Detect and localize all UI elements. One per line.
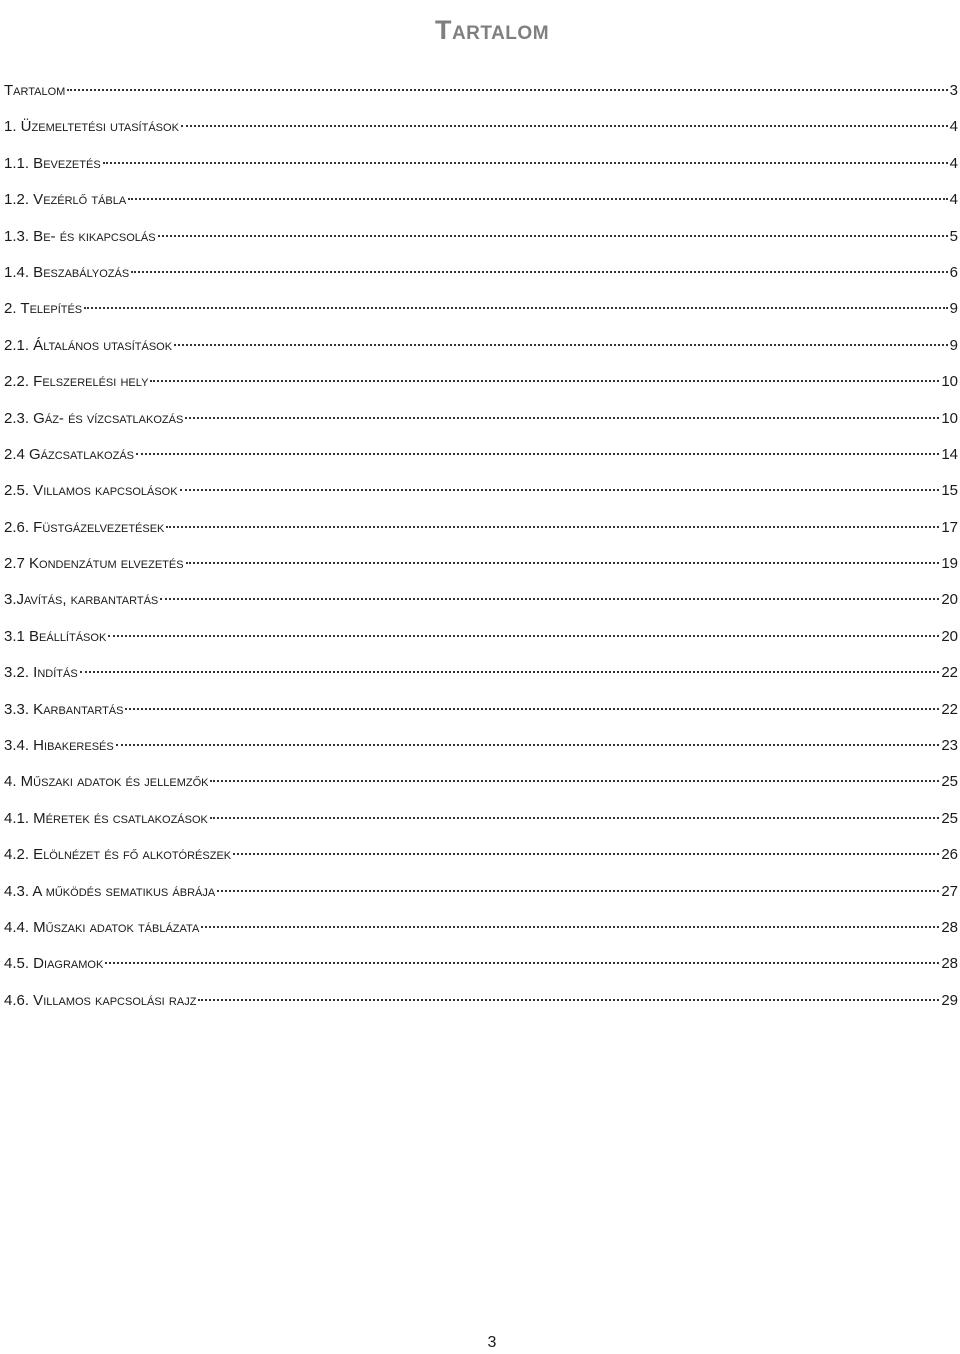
- toc-entry-label: 2.7 Kondenzátum elvezetés: [4, 555, 184, 573]
- toc-entry-label: 3.4. Hibakeresés: [4, 737, 114, 755]
- toc-entry[interactable]: [4, 551, 958, 587]
- toc-entry[interactable]: [4, 988, 958, 1024]
- toc-entry-label: 1.4. Beszabályozás: [4, 263, 130, 281]
- toc-entry-page: 29: [941, 991, 958, 1009]
- toc-dot-leader: [217, 890, 939, 892]
- toc-entry-page: 5: [949, 227, 958, 245]
- toc-entry-page: 28: [941, 918, 958, 936]
- toc-entry-page: 9: [949, 300, 958, 318]
- toc-entry-label: 4.4. Műszaki adatok táblázata: [4, 918, 200, 936]
- toc-entry[interactable]: [4, 369, 958, 405]
- toc-entry[interactable]: [4, 879, 958, 915]
- toc-entry-page: 22: [941, 664, 958, 682]
- toc-dot-leader: [131, 271, 947, 273]
- toc-entry-page: 25: [941, 773, 958, 791]
- toc-dot-leader: [108, 635, 939, 637]
- toc-dot-leader: [186, 562, 940, 564]
- toc-dot-leader: [128, 198, 947, 200]
- toc-dot-leader: [84, 307, 948, 309]
- toc-entry-page: 14: [941, 445, 958, 463]
- toc-dot-leader: [166, 526, 939, 528]
- toc-dot-leader: [233, 853, 939, 855]
- toc-entry[interactable]: [4, 842, 958, 878]
- toc-entry-label: 2.3. Gáz- és vízcsatlakozás: [4, 409, 184, 427]
- toc-entry-page: 10: [941, 409, 958, 427]
- toc-entry-label: 2.6. Füstgázelvezetések: [4, 518, 165, 536]
- toc-entry[interactable]: [4, 296, 958, 332]
- toc-entry[interactable]: [4, 733, 958, 769]
- toc-entry-page: 28: [941, 955, 958, 973]
- toc-entry[interactable]: [4, 151, 958, 187]
- toc-dot-leader: [80, 671, 940, 673]
- toc-entry-page: 20: [941, 591, 958, 609]
- toc-entry-page: 22: [941, 700, 958, 718]
- toc-entry-label: 3.2. Indítás: [4, 664, 78, 682]
- toc-dot-leader: [158, 235, 948, 237]
- toc-entry-label: Tartalom: [4, 82, 66, 99]
- toc-dot-leader: [181, 125, 948, 127]
- toc-entry[interactable]: [4, 224, 958, 260]
- toc-dot-leader: [210, 780, 939, 782]
- toc-entry[interactable]: [4, 951, 958, 987]
- toc-entry-page: 20: [941, 627, 958, 645]
- toc-entry-label: 2. Telepítés: [4, 300, 83, 318]
- toc-entry-label: 2.2. Felszerelési hely: [4, 373, 149, 391]
- toc-entry-page: 23: [941, 737, 958, 755]
- toc-entry[interactable]: [4, 478, 958, 514]
- toc-entry-label: 2.1. Általános utasítások: [4, 336, 173, 354]
- toc-entry-label: 1. Üzemeltetési utasítások: [4, 118, 179, 136]
- toc-entry-page: 4: [949, 154, 958, 172]
- toc-entry[interactable]: [4, 624, 958, 660]
- toc-entry[interactable]: [4, 515, 958, 551]
- toc-entry-label: 4.2. Elölnézet és fő alkotórészek: [4, 846, 232, 864]
- toc-entry[interactable]: [4, 333, 958, 369]
- toc-entry[interactable]: [4, 769, 958, 805]
- toc-entry[interactable]: [4, 697, 958, 733]
- toc-dot-leader: [201, 926, 939, 928]
- toc-entry-page: 26: [941, 846, 958, 864]
- toc-dot-leader: [125, 708, 939, 710]
- toc-entry[interactable]: [4, 260, 958, 296]
- toc-entry-label: 4.1. Méretek és csatlakozások: [4, 809, 208, 827]
- toc-entry-label: 3.1 Beállítások: [4, 627, 107, 645]
- toc-entry-label: 4.5. Diagramok: [4, 955, 104, 973]
- page-title: Tartalom: [434, 15, 550, 46]
- toc-entry[interactable]: [4, 187, 958, 223]
- toc-entry[interactable]: [4, 915, 958, 951]
- table-of-contents: [4, 78, 958, 1024]
- toc-dot-leader: [150, 380, 939, 382]
- toc-entry-label: 3.Javítás, karbantartás: [4, 591, 159, 609]
- toc-dot-leader: [103, 162, 948, 164]
- toc-dot-leader: [116, 744, 940, 746]
- toc-entry[interactable]: [4, 587, 958, 623]
- toc-entry-page: 19: [941, 555, 958, 573]
- toc-entry-page: 9: [949, 336, 958, 354]
- page-number: 3: [487, 1334, 497, 1351]
- toc-entry[interactable]: [4, 78, 958, 114]
- toc-entry-label: 1.1. Bevezetés: [4, 154, 101, 172]
- toc-entry[interactable]: [4, 806, 958, 842]
- toc-entry[interactable]: [4, 406, 958, 442]
- toc-entry-label: 1.3. Be- és kikapcsolás: [4, 227, 156, 245]
- toc-entry-page: 10: [941, 373, 958, 391]
- toc-entry-page: 4: [949, 191, 958, 209]
- toc-entry-label: 4.6. Villamos kapcsolási rajz: [4, 991, 197, 1009]
- toc-entry-page: 15: [941, 482, 958, 500]
- toc-entry[interactable]: [4, 660, 958, 696]
- toc-dot-leader: [180, 489, 940, 491]
- toc-dot-leader: [185, 417, 939, 419]
- toc-entry-page: 25: [941, 809, 958, 827]
- toc-entry-label: 4.3. A működés sematikus ábrája: [4, 882, 216, 900]
- toc-entry-page: 6: [949, 263, 958, 281]
- toc-entry-page: 27: [941, 882, 958, 900]
- toc-entry[interactable]: [4, 114, 958, 150]
- toc-entry[interactable]: [4, 442, 958, 478]
- toc-dot-leader: [210, 817, 939, 819]
- toc-entry-label: 2.5. Villamos kapcsolások: [4, 482, 178, 500]
- toc-entry-label: 4. Műszaki adatok és jellemzők: [4, 773, 209, 791]
- toc-dot-leader: [105, 962, 939, 964]
- toc-entry-page: 17: [941, 518, 958, 536]
- toc-dot-leader: [160, 598, 939, 600]
- toc-dot-leader: [67, 89, 947, 91]
- toc-entry-page: 3: [949, 82, 958, 99]
- toc-entry-label: 2.4 Gázcsatlakozás: [4, 445, 135, 463]
- toc-dot-leader: [174, 344, 948, 346]
- toc-entry-label: 1.2. Vezérlő tábla: [4, 191, 127, 209]
- toc-dot-leader: [136, 453, 939, 455]
- toc-entry-page: 4: [949, 118, 958, 136]
- toc-dot-leader: [198, 999, 939, 1001]
- toc-entry-label: 3.3. Karbantartás: [4, 700, 124, 718]
